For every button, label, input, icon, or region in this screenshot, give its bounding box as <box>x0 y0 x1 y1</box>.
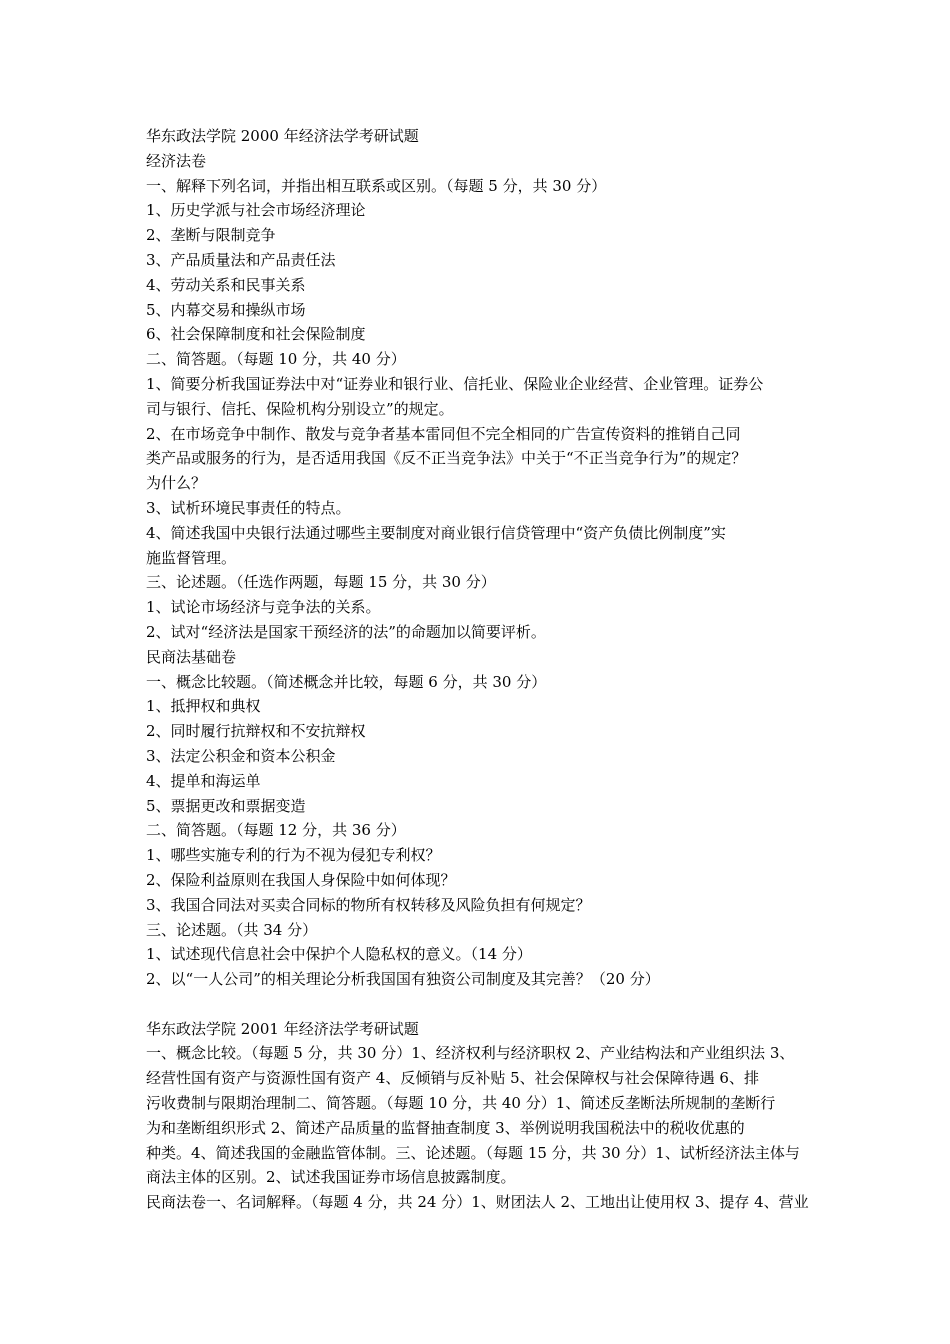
exam-2000-line: 二、简答题。（每题 10 分，共 40 分） <box>146 350 406 369</box>
exam-2000-line: 一、解释下列名词，并指出相互联系或区别。（每题 5 分，共 30 分） <box>146 176 607 195</box>
exam-2000-line: 2、试对“经济法是国家干预经济的法”的命题加以简要评析。 <box>146 622 546 641</box>
exam-2001-line: 污收费制与限期治理制二、简答题。（每题 10 分，共 40 分）1、简述反垄断法所规制的垄断行 <box>146 1094 776 1113</box>
exam-2001-line: 华东政法学院 2001 年经济法学考研试题 <box>146 1019 419 1038</box>
exam-2001-line: 商法主体的区别。2、试述我国证券市场信息披露制度。 <box>146 1168 516 1187</box>
exam-2000-line: 1、哪些实施专利的行为不视为侵犯专利权？ <box>146 846 441 865</box>
exam-2000-line: 4、劳动关系和民事关系 <box>146 275 306 294</box>
exam-2000-line: 2、垄断与限制竞争 <box>146 226 276 245</box>
exam-2000-line: 民商法基础卷 <box>146 647 237 666</box>
exam-2000-line: 二、简答题。（每题 12 分，共 36 分） <box>146 821 406 840</box>
exam-2000-line: 施监督管理。 <box>146 548 237 567</box>
document-body <box>146 124 810 1215</box>
exam-2001-section <box>146 1017 810 1215</box>
exam-2000-line: 3、法定公积金和资本公积金 <box>146 746 336 765</box>
exam-2000-line: 1、试述现代信息社会中保护个人隐私权的意义。（14 分） <box>146 945 532 964</box>
exam-2000-line: 3、产品质量法和产品责任法 <box>146 250 336 269</box>
exam-2000-section <box>146 124 810 992</box>
exam-2000-line: 司与银行、信托、保险机构分别设立”的规定。 <box>146 399 454 418</box>
exam-2000-line: 1、抵押权和典权 <box>146 697 261 716</box>
exam-2000-line: 5、内幕交易和操纵市场 <box>146 300 306 319</box>
exam-2000-line: 三、论述题。（任选作两题，每题 15 分，共 30 分） <box>146 573 496 592</box>
exam-2000-line: 为什么？ <box>146 474 207 493</box>
exam-2000-line: 华东政法学院 2000 年经济法学考研试题 <box>146 127 419 145</box>
exam-2000-line: 2、同时履行抗辩权和不安抗辩权 <box>146 722 366 741</box>
exam-2001-line: 民商法卷一、名词解释。（每题 4 分，共 24 分）1、财团法人 2、工地出让使用权 3、提存 4、营业 <box>146 1193 809 1212</box>
exam-2001-line: 经营性国有资产与资源性国有资产 4、反倾销与反补贴 5、社会保障权与社会保障待遇 6、排 <box>146 1069 759 1088</box>
exam-2000-line: 1、历史学派与社会市场经济理论 <box>146 201 366 220</box>
exam-2000-line: 4、简述我国中央银行法通过哪些主要制度对商业银行信贷管理中“资产负债比例制度”实 <box>146 523 726 542</box>
exam-2000-line: 2、在市场竞争中制作、散发与竞争者基本雷同但不完全相同的广告宣传资料的推销自己同 <box>146 424 741 443</box>
exam-2001-line: 一、概念比较。（每题 5 分，共 30 分）1、经济权利与经济职权 2、产业结构法和产业组织法 3、 <box>146 1044 795 1063</box>
exam-2000-line: 三、论述题。（共 34 分） <box>146 920 318 939</box>
exam-2000-line: 3、试析环境民事责任的特点。 <box>146 498 351 517</box>
exam-2000-line: 2、保险利益原则在我国人身保险中如何体现？ <box>146 870 456 889</box>
exam-2001-line: 种类。4、简述我国的金融监管体制。三、论述题。（每题 15 分，共 30 分）1、试析经济法主体与 <box>146 1143 800 1162</box>
exam-2000-line: 经济法卷 <box>146 151 207 170</box>
exam-2000-line: 类产品或服务的行为，是否适用我国《反不正当竞争法》中关于“不正当竞争行为”的规定？ <box>146 449 747 468</box>
exam-2000-line: 2、以“一人公司”的相关理论分析我国国有独资公司制度及其完善？（20 分） <box>146 970 660 989</box>
exam-2000-line: 3、我国合同法对买卖合同标的物所有权转移及风险负担有何规定？ <box>146 895 591 914</box>
section-spacer <box>146 992 810 1017</box>
exam-2000-line: 1、简要分析我国证券法中对“证券业和银行业、信托业、保险业企业经营、企业管理。证券公 <box>146 374 764 393</box>
exam-2000-line: 6、社会保障制度和社会保险制度 <box>146 325 366 344</box>
exam-2000-line: 5、票据更改和票据变造 <box>146 796 306 815</box>
exam-2001-line: 为和垄断组织形式 2、简述产品质量的监督抽查制度 3、举例说明我国税法中的税收优惠的 <box>146 1118 745 1137</box>
exam-2000-line: 4、提单和海运单 <box>146 771 261 790</box>
exam-2000-line: 一、概念比较题。（简述概念并比较，每题 6 分，共 30 分） <box>146 672 547 691</box>
exam-2000-line: 1、试论市场经济与竞争法的关系。 <box>146 598 381 617</box>
